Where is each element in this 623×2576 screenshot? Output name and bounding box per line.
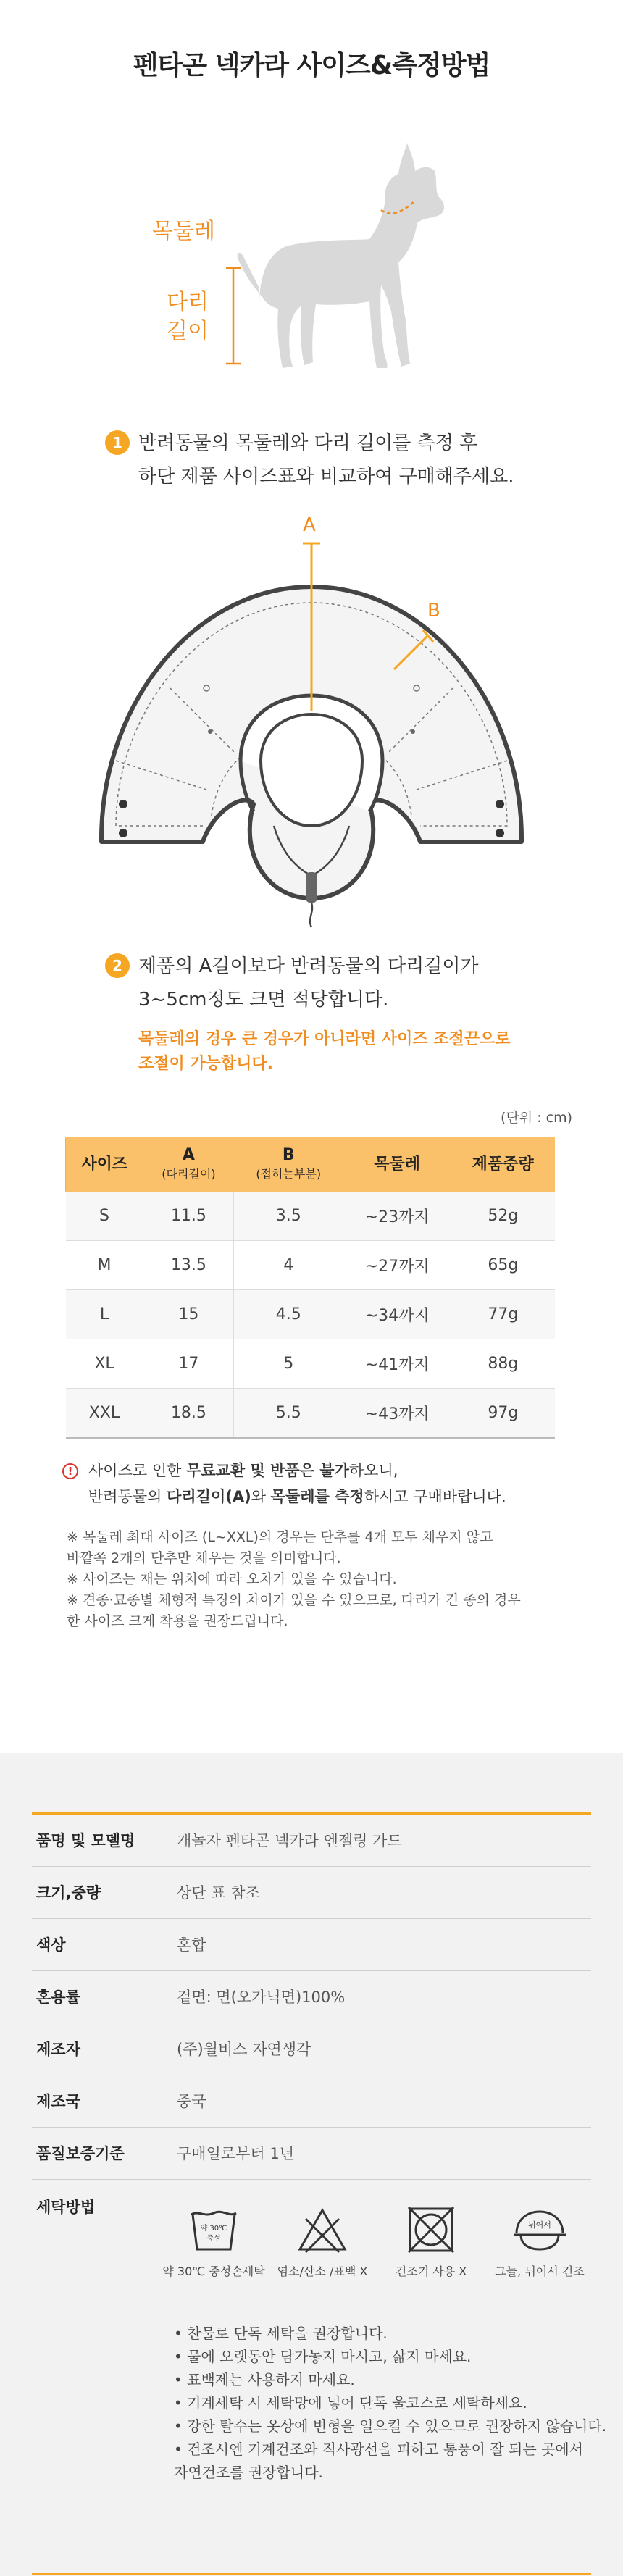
cell-weight: 65g bbox=[451, 1241, 555, 1290]
cell-a: 18.5 bbox=[143, 1389, 234, 1438]
list-item: • 건조시엔 기계건조와 직사광선을 피하고 통풍이 잘 되는 곳에서 bbox=[174, 2441, 583, 2458]
info-row-model bbox=[32, 1815, 591, 1867]
dog-measurement-illustration bbox=[130, 130, 493, 391]
warning-icon: ! bbox=[62, 1463, 78, 1479]
header-weight: 제품중량 bbox=[451, 1138, 555, 1192]
warning-line-2: 반려동물의 다리길이(A)와 목둘레를 측정하시고 구매바랍니다. bbox=[88, 1488, 506, 1505]
svg-text:중성: 중성 bbox=[206, 2235, 221, 2243]
svg-text:뉘어서: 뉘어서 bbox=[528, 2220, 551, 2230]
list-item: • 찬물로 단독 세탁을 권장합니다. bbox=[174, 2325, 388, 2342]
wash-caption: 건조기 사용 X bbox=[395, 2265, 467, 2278]
collar-icon bbox=[87, 522, 536, 942]
no-bleach-icon bbox=[268, 2204, 377, 2279]
info-key: 크기,중량 bbox=[36, 1884, 101, 1902]
header-size: 사이즈 bbox=[66, 1138, 143, 1192]
cell-neck: ~43까지 bbox=[343, 1389, 451, 1438]
info-value: 중국 bbox=[177, 2093, 206, 2110]
cell-a: 11.5 bbox=[143, 1192, 234, 1241]
step-2-line-1: 제품의 A길이보다 반려동물의 다리길이가 bbox=[138, 955, 479, 977]
wash-caption: 약 30℃ 중성손세탁 bbox=[162, 2265, 265, 2278]
info-key: 세탁방법 bbox=[36, 2199, 96, 2216]
info-key: 혼용률 bbox=[36, 1989, 80, 2006]
cell-neck: ~23까지 bbox=[343, 1192, 451, 1241]
cell-b: 4 bbox=[234, 1241, 343, 1290]
cell-size: XXL bbox=[66, 1389, 143, 1438]
cell-neck: ~34까지 bbox=[343, 1290, 451, 1339]
cell-neck: ~41까지 bbox=[343, 1339, 451, 1389]
wash-icons bbox=[159, 2204, 594, 2299]
info-key: 색상 bbox=[36, 1936, 66, 1954]
cell-size: S bbox=[66, 1192, 143, 1241]
info-key: 제조국 bbox=[36, 2093, 80, 2110]
info-row-color bbox=[32, 1919, 591, 1971]
unit-label: (단위 : cm) bbox=[501, 1110, 572, 1126]
info-key: 품명 및 모델명 bbox=[36, 1832, 135, 1849]
page-title: 펜타곤 넥카라 사이즈&측정방법 bbox=[133, 51, 490, 80]
cell-a: 15 bbox=[143, 1290, 234, 1339]
info-row-manufacturer bbox=[32, 2023, 591, 2075]
info-value: 구매일로부터 1년 bbox=[177, 2145, 295, 2162]
step-1-line-1: 반려동물의 목둘레와 다리 길이를 측정 후 bbox=[138, 432, 478, 454]
info-value: 겉면: 면(오가닉면)100% bbox=[177, 1989, 346, 2006]
header-neck: 목둘레 bbox=[343, 1138, 451, 1192]
no-tumble-dry-icon bbox=[377, 2204, 485, 2279]
info-value: (주)윌비스 자연생각 bbox=[177, 2041, 312, 2058]
cell-a: 13.5 bbox=[143, 1241, 234, 1290]
note-line: 한 사이즈 크게 착용을 권장드립니다. bbox=[67, 1613, 288, 1629]
note-line: ※ 견종·묘종별 체형적 특징의 차이가 있을 수 있으므로, 다리가 긴 종의 경우 bbox=[67, 1592, 521, 1608]
table-row bbox=[66, 1389, 555, 1438]
leg-label-2: 길이 bbox=[167, 319, 209, 344]
neck-label: 목둘레 bbox=[152, 219, 215, 244]
wash-caption: 그늘, 뉘어서 건조 bbox=[495, 2265, 585, 2278]
leg-label-1: 다리 bbox=[167, 290, 209, 315]
collar-label-b: B bbox=[427, 600, 440, 622]
info-key: 품질보증기준 bbox=[36, 2145, 125, 2162]
cell-b: 4.5 bbox=[234, 1290, 343, 1339]
step-1-number: 1 bbox=[105, 430, 130, 455]
step-2-sub-2: 조절이 가능합니다. bbox=[138, 1055, 274, 1073]
info-row-warranty bbox=[32, 2128, 591, 2180]
note-line: 바깥쪽 2개의 단추만 채우는 것을 의미합니다. bbox=[67, 1550, 341, 1566]
table-row bbox=[66, 1339, 555, 1389]
info-row-size bbox=[32, 1867, 591, 1919]
list-item: • 물에 오랫동안 담가놓지 마시고, 삶지 마세요. bbox=[174, 2348, 472, 2365]
wash-caption: 염소/산소 /표백 X bbox=[277, 2265, 368, 2278]
measure-lines bbox=[130, 130, 493, 391]
cell-neck: ~27까지 bbox=[343, 1241, 451, 1290]
cell-b: 5 bbox=[234, 1339, 343, 1389]
cell-b: 5.5 bbox=[234, 1389, 343, 1438]
size-table-header bbox=[66, 1138, 555, 1192]
info-row-material bbox=[32, 1971, 591, 2023]
cell-weight: 97g bbox=[451, 1389, 555, 1438]
cell-size: L bbox=[66, 1290, 143, 1339]
step-2-number: 2 bbox=[105, 953, 130, 978]
note-line: ※ 목둘레 최대 사이즈 (L~XXL)의 경우는 단추를 4개 모두 채우지 않고 bbox=[67, 1529, 493, 1545]
cell-weight: 52g bbox=[451, 1192, 555, 1241]
info-key: 제조자 bbox=[36, 2041, 80, 2058]
cell-a: 17 bbox=[143, 1339, 234, 1389]
info-row-country bbox=[32, 2075, 591, 2128]
info-value: 상단 표 참조 bbox=[177, 1884, 260, 1902]
header-b: B (접히는부분) bbox=[234, 1138, 343, 1192]
svg-text:약 30℃: 약 30℃ bbox=[200, 2225, 227, 2233]
note-line: ※ 사이즈는 재는 위치에 따라 오차가 있을 수 있습니다. bbox=[67, 1571, 397, 1587]
step-1-line-2: 하단 제품 사이즈표와 비교하여 구매해주세요. bbox=[138, 466, 514, 488]
step-2-line-2: 3~5cm정도 크면 적당합니다. bbox=[138, 989, 389, 1011]
cell-size: XL bbox=[66, 1339, 143, 1389]
wash-30-icon bbox=[159, 2204, 268, 2279]
product-info-table bbox=[32, 1812, 607, 2575]
info-value: 혼합 bbox=[177, 1936, 206, 1954]
list-item: 자연건조를 권장합니다. bbox=[174, 2464, 323, 2481]
info-row-washing bbox=[32, 2180, 607, 2575]
step-2-sub-1: 목둘레의 경우 큰 경우가 아니라면 사이즈 조절끈으로 bbox=[138, 1030, 511, 1048]
info-value: 개놀자 펜타곤 넥카라 엔젤링 가드 bbox=[177, 1832, 402, 1849]
cell-weight: 88g bbox=[451, 1339, 555, 1389]
header-a: A (다리길이) bbox=[143, 1138, 234, 1192]
collar-diagram bbox=[87, 514, 536, 942]
list-item: • 표백제는 사용하지 마세요. bbox=[174, 2371, 355, 2388]
warning-line-1: 사이즈로 인한 무료교환 및 반품은 불가하오니, bbox=[88, 1462, 398, 1479]
list-item: • 강한 탈수는 옷상에 변형을 일으킬 수 있으므로 권장하지 않습니다. bbox=[174, 2417, 607, 2435]
table-row bbox=[66, 1241, 555, 1290]
cell-size: M bbox=[66, 1241, 143, 1290]
collar-label-a: A bbox=[303, 514, 316, 536]
list-item: • 기계세탁 시 세탁망에 넣어 단독 울코스로 세탁하세요. bbox=[174, 2394, 527, 2412]
cell-b: 3.5 bbox=[234, 1192, 343, 1241]
cell-weight: 77g bbox=[451, 1290, 555, 1339]
table-row bbox=[66, 1192, 555, 1241]
size-table bbox=[65, 1137, 555, 1439]
table-row bbox=[66, 1290, 555, 1339]
dry-flat-icon bbox=[485, 2204, 594, 2279]
